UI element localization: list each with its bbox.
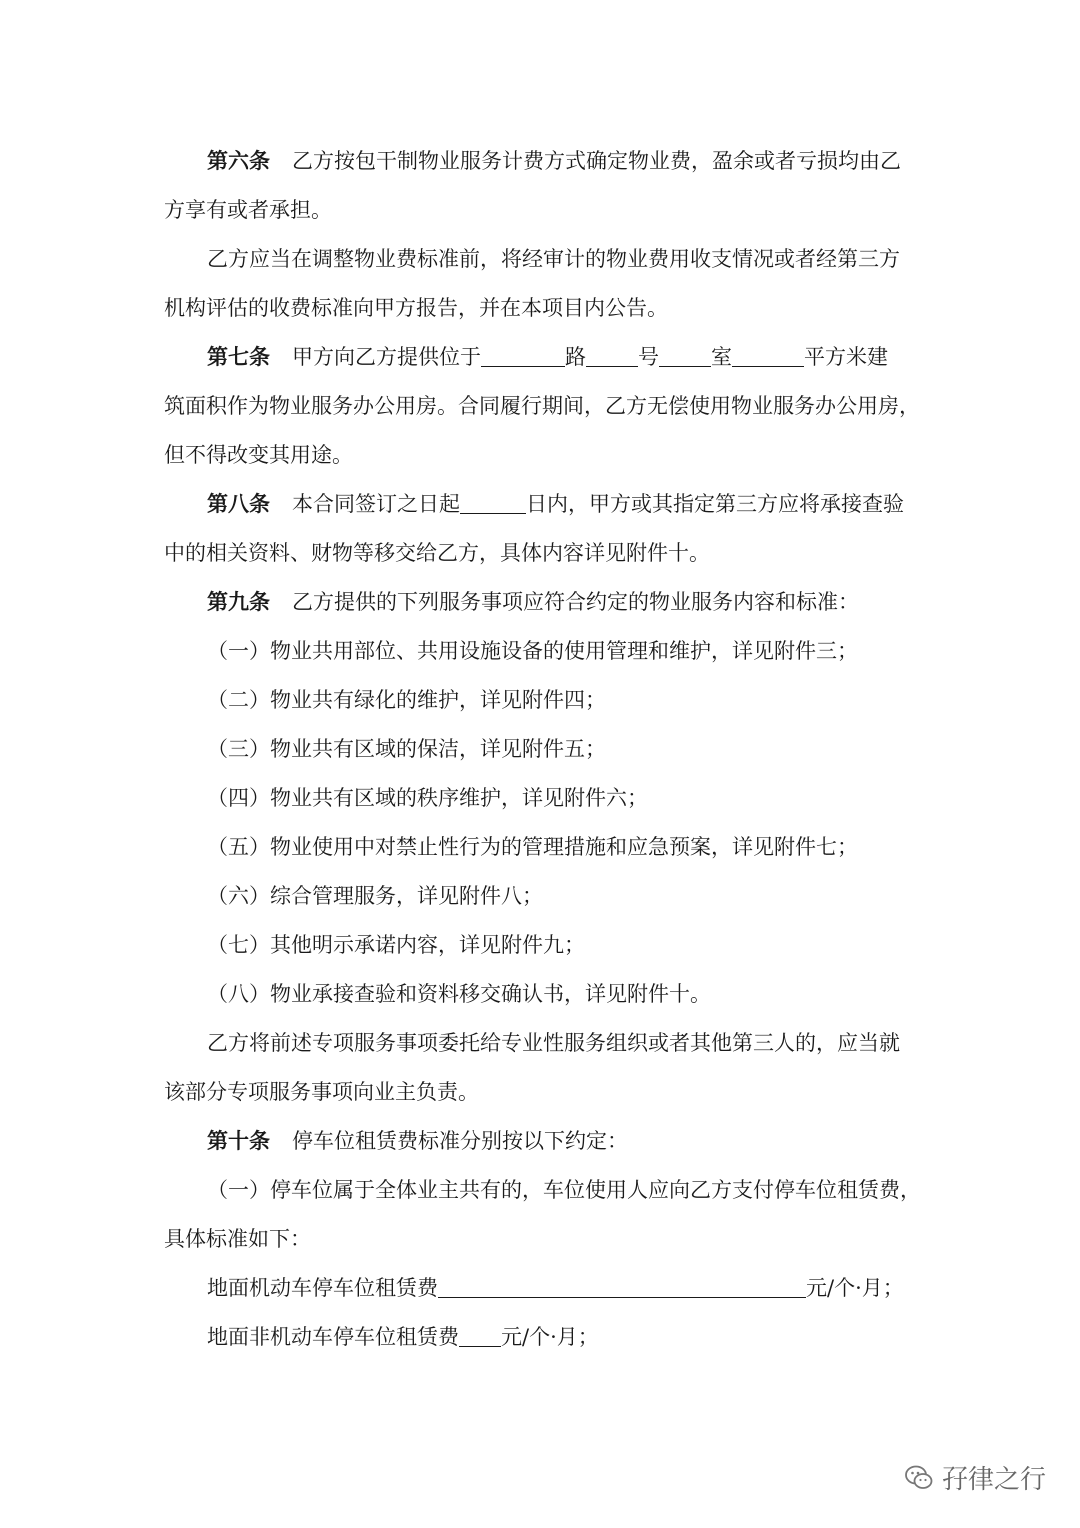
article-7-line-2: 筑面积作为物业服务办公用房。合同履行期间，乙方无偿使用物业服务办公用房， <box>164 394 920 418</box>
article-9-item: （四）物业共有区域的秩序维护，详见附件六； <box>207 786 648 810</box>
article-9-item: （六）综合管理服务，详见附件八； <box>207 884 543 908</box>
article-9-item: （一）物业共用部位、共用设施设备的使用管理和维护，详见附件三； <box>207 639 858 663</box>
watermark <box>904 1459 1046 1496</box>
blank-room[interactable] <box>659 344 711 367</box>
ground-nonmotor-fee-line: 地面非机动车停车位租赁费 元/个·月； <box>207 1325 599 1349</box>
article-9-item: （七）其他明示承诺内容，详见附件九； <box>207 933 585 957</box>
blank-days[interactable] <box>460 491 526 514</box>
wechat-icon <box>904 1463 934 1493</box>
article-6-heading: 第六条 <box>207 148 270 173</box>
article-9-item: （三）物业共有区域的保洁，详见附件五； <box>207 737 606 761</box>
article-9-item: （二）物业共有绿化的维护，详见附件四； <box>207 688 606 712</box>
article-9-item: （八）物业承接查验和资料移交确认书，详见附件十。 <box>207 982 711 1006</box>
article-9-para-2-line-2: 该部分专项服务事项向业主负责。 <box>164 1080 479 1104</box>
article-10-line-1: 第十条 停车位租赁费标准分别按以下约定： <box>207 1128 628 1153</box>
article-10-sub-1-line-1: （一）停车位属于全体业主共有的，车位使用人应向乙方支付停车位租赁费， <box>207 1178 921 1202</box>
blank-nonmotor-fee[interactable] <box>459 1324 501 1347</box>
ground-motor-fee-line: 地面机动车停车位租赁费 元/个·月； <box>207 1276 904 1300</box>
blank-location[interactable] <box>481 344 565 367</box>
article-7-heading: 第七条 <box>207 344 270 369</box>
article-8-line-2: 中的相关资料、财物等移交给乙方，具体内容详见附件十。 <box>164 541 710 565</box>
article-6-line-1 <box>207 146 901 176</box>
article-6-para-2-line-1: 乙方应当在调整物业费标准前，将经审计的物业费用收支情况或者经第三方 <box>207 247 900 271</box>
article-6-line-2: 方享有或者承担。 <box>164 198 332 222</box>
article-6-para-2-line-2: 机构评估的收费标准向甲方报告，并在本项目内公告。 <box>164 296 668 320</box>
article-8-line-1: 第八条 本合同签订之日起 日内，甲方或其指定第三方应将承接查验 <box>207 491 904 516</box>
blank-area[interactable] <box>732 344 804 367</box>
article-10-heading: 第十条 <box>207 1128 270 1153</box>
blank-road-number[interactable] <box>586 344 638 367</box>
article-8-heading: 第八条 <box>207 491 270 516</box>
article-9-line-1: 第九条 乙方提供的下列服务事项应符合约定的物业服务内容和标准： <box>207 589 859 614</box>
article-9-item: （五）物业使用中对禁止性行为的管理措施和应急预案，详见附件七； <box>207 835 858 859</box>
blank-motor-fee[interactable] <box>438 1275 806 1298</box>
article-7-line-1: 第七条 甲方向乙方提供位于 路 号 室 平方米建 <box>207 344 888 369</box>
article-6-text: 乙方按包干制物业服务计费方式确定物业费，盈余或者亏损均由乙 <box>292 149 901 173</box>
watermark-text: 孖律之行 <box>941 1465 1046 1495</box>
article-9-para-2-line-1: 乙方将前述专项服务事项委托给专业性服务组织或者其他第三人的，应当就 <box>207 1031 900 1055</box>
article-7-line-3: 但不得改变其用途。 <box>164 443 353 467</box>
article-9-heading: 第九条 <box>207 589 270 614</box>
article-10-sub-1-line-2: 具体标准如下： <box>164 1227 311 1251</box>
